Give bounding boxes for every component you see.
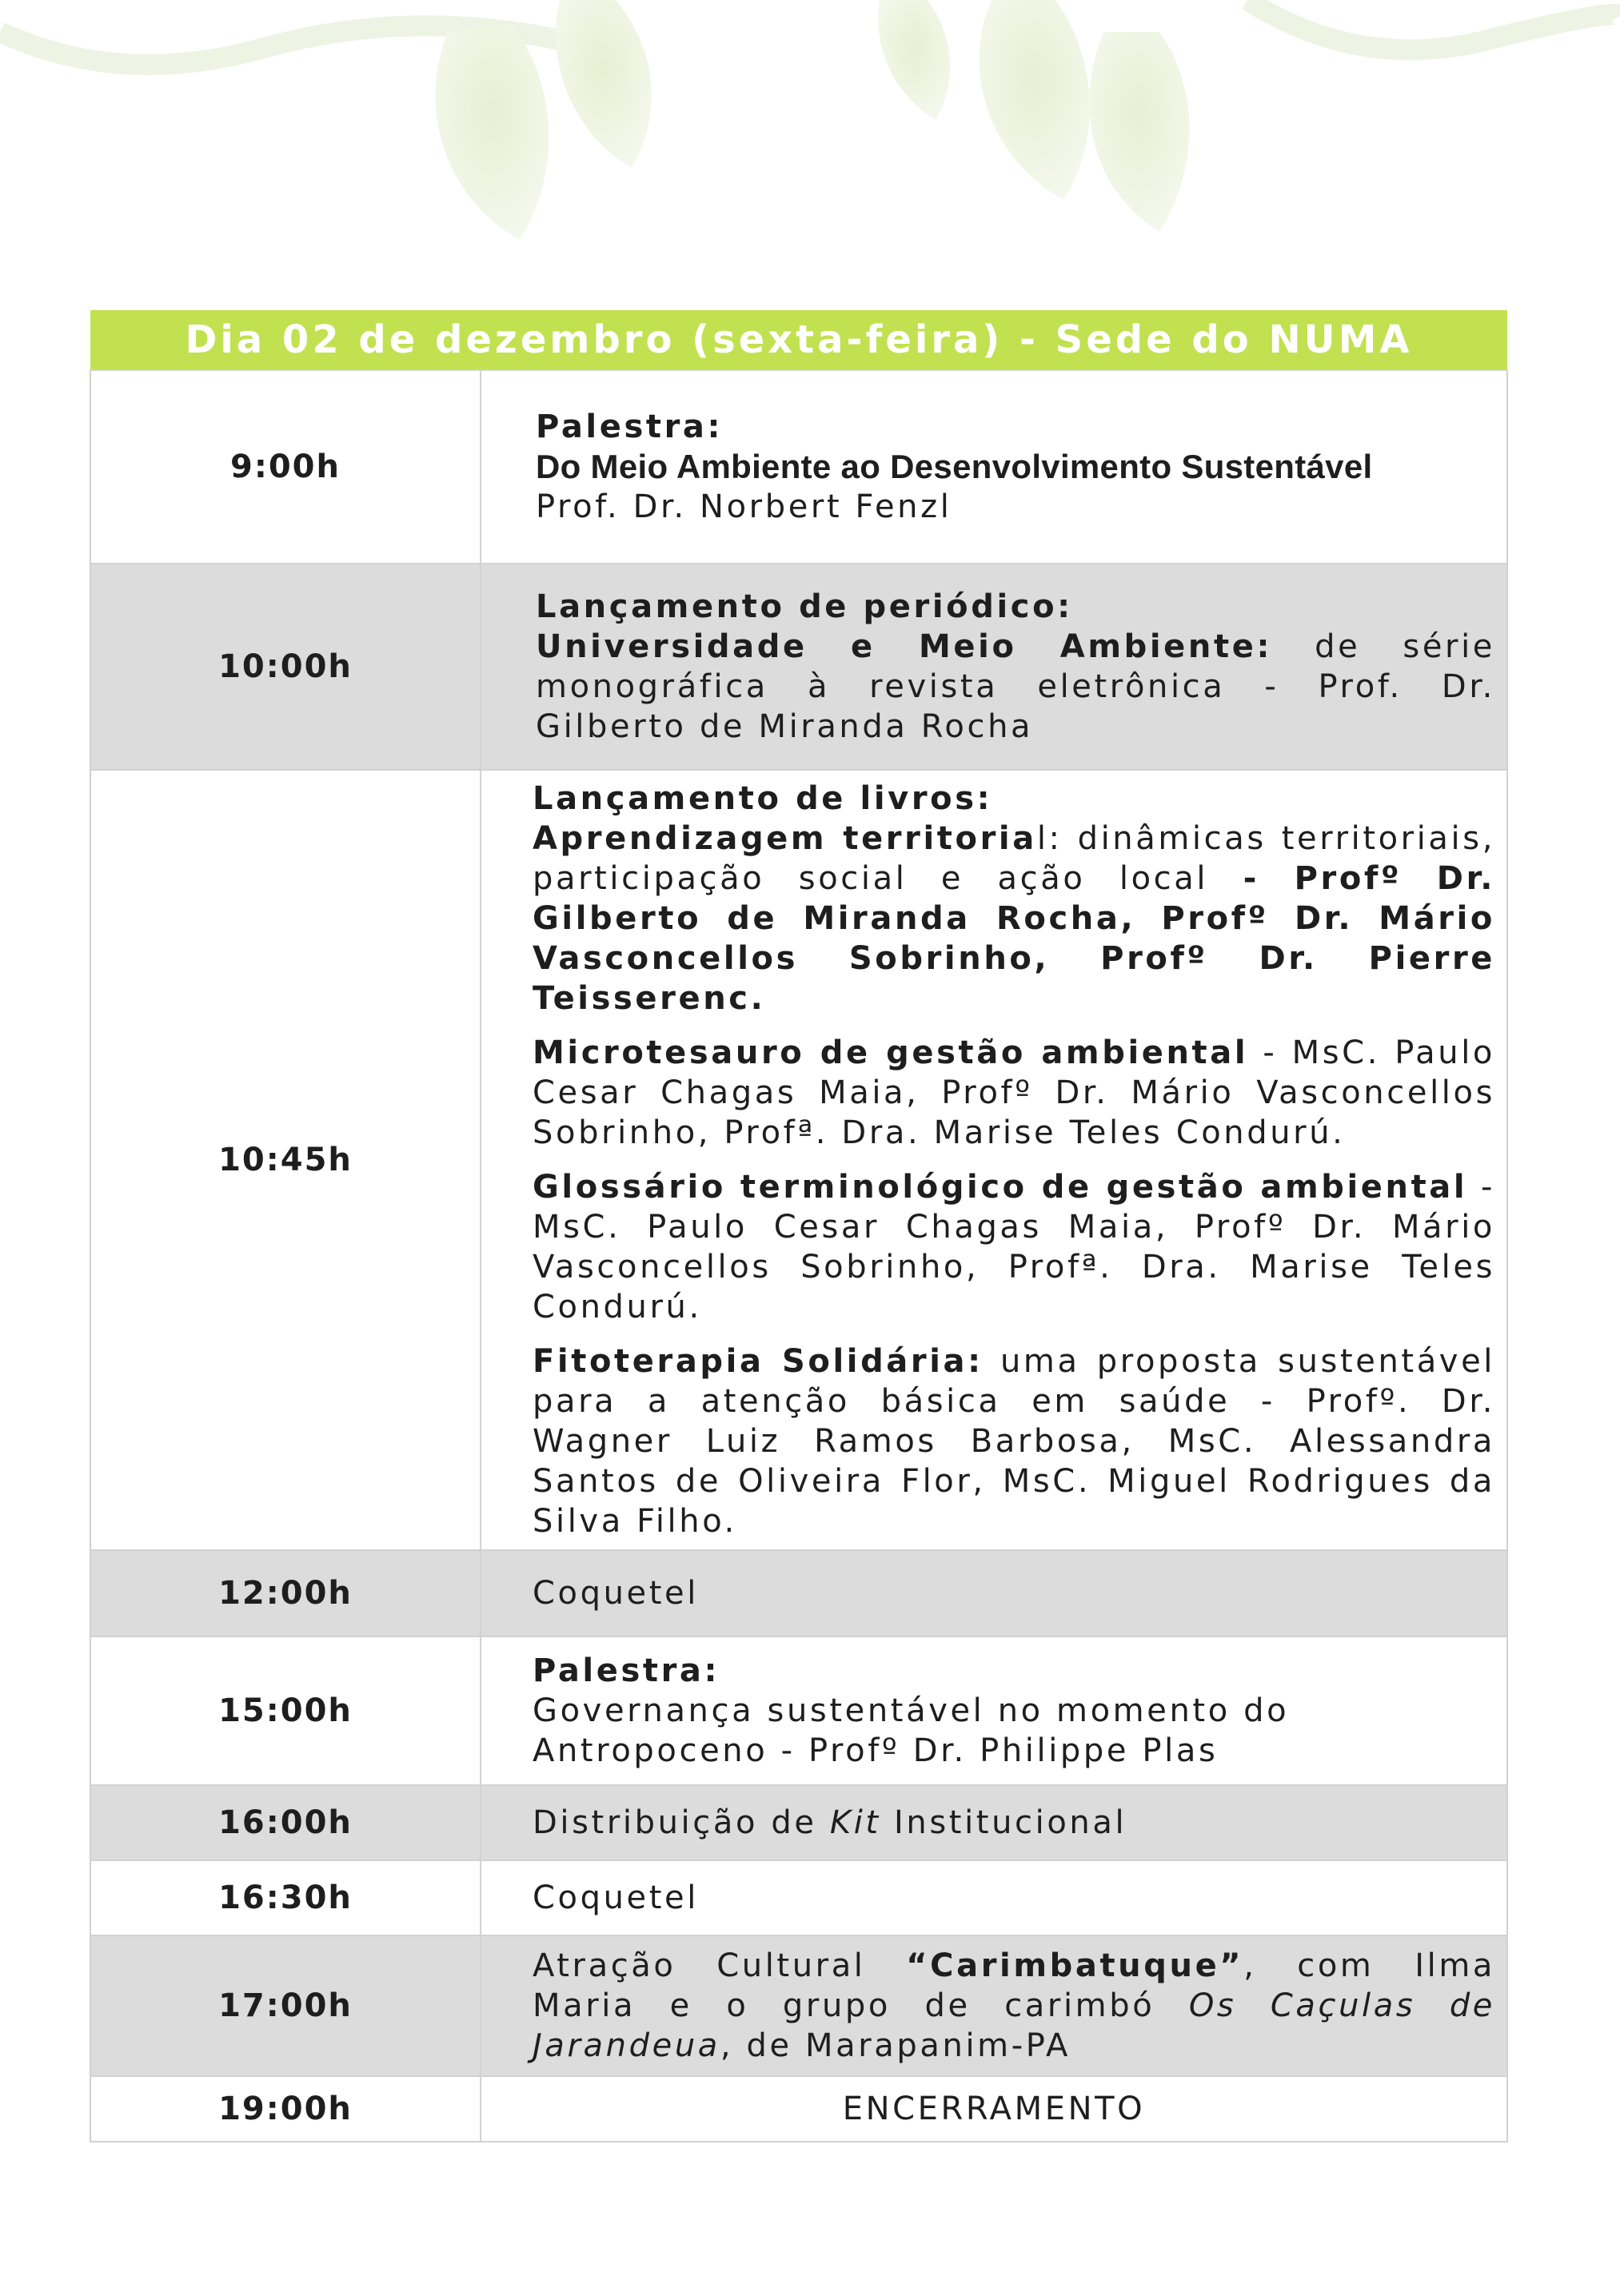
event-text-italic: Kit [829, 1804, 881, 1841]
event-cell [481, 1935, 1507, 2076]
event-description [536, 627, 1495, 747]
event-speaker: Prof. Dr. Norbert Fenzl [536, 488, 952, 525]
book-title: Fitoterapia Solidária: [533, 1343, 984, 1380]
event-text: , com Ilma Maria e o grupo de carimbó [533, 1947, 1496, 2024]
book-subtitle: : dinâmicas territoriais, participação social e ação local [533, 820, 1496, 897]
book-authors: - MsC. Paulo Cesar Chagas Maia, Profº Dr. Mário Vasconcellos Sobrinho, Profª. Dra. Marise Teles Condurú. [533, 1169, 1496, 1325]
event-cell: Coquetel [481, 1860, 1507, 1935]
event-title: Do Meio Ambiente ao Desenvolvimento Sustentável [536, 448, 1373, 485]
schedule-row [90, 770, 1507, 1550]
event-text: Institucional [880, 1804, 1127, 1841]
book-authors: - Profº Dr. Gilberto de Miranda Rocha, Profº Dr. Mário Vasconcellos Sobrinho, Profº Dr. Pierre Teisserenc. [533, 860, 1496, 1017]
event-label: Palestra: [536, 409, 724, 445]
event-cell [481, 564, 1507, 770]
time-cell: 12:00h [90, 1550, 481, 1636]
schedule-row [90, 1935, 1507, 2076]
leaf-decoration [0, 0, 1620, 256]
event-text: Atração Cultural [533, 1947, 907, 1984]
book-authors: uma proposta sustentável para a atenção básica em saúde - Profº. Dr. Wagner Luiz Ramos Barbosa, MsC. Alessandra Santos de Oliveira Flor, MsC. Miguel Rodrigues da Silva Filho. [533, 1343, 1496, 1540]
event-text-bold: “Carimbatuque” [906, 1947, 1244, 1984]
schedule-row [90, 564, 1507, 770]
event-cell [481, 770, 1507, 1550]
book-title: Microtesauro de gestão ambiental [533, 1034, 1249, 1071]
schedule-table [90, 310, 1508, 2143]
event-title: Universidade e Meio Ambiente: [536, 628, 1273, 665]
book-entry [533, 1167, 1495, 1327]
schedule-row [90, 1860, 1507, 1935]
schedule-row [90, 370, 1507, 564]
schedule-row [90, 1636, 1507, 1785]
event-detail: Governança sustentável no momento do Antropoceno - Profº Dr. Philippe Plas [533, 1692, 1290, 1769]
schedule-row [90, 1550, 1507, 1636]
time-cell: 16:30h [90, 1860, 481, 1935]
event-detail: de série monográfica à revista eletrônica - Prof. Dr. Gilberto de Miranda Rocha [536, 628, 1496, 745]
event-cell [481, 1785, 1507, 1860]
time-cell: 16:00h [90, 1785, 481, 1860]
book-title: Glossário terminológico de gestão ambiental [533, 1169, 1468, 1206]
event-cell [481, 370, 1507, 564]
event-text: , de Marapanim-PA [720, 2027, 1071, 2064]
book-entry [533, 1341, 1495, 1541]
book-entry [533, 1033, 1495, 1153]
event-text: Distribuição de [533, 1804, 830, 1841]
book-title-end: l [1036, 820, 1049, 857]
book-title: Aprendizagem territoria [533, 820, 1037, 857]
schedule-header: Dia 02 de dezembro (sexta-feira) - Sede do NUMA [90, 310, 1507, 370]
schedule-row [90, 1785, 1507, 1860]
schedule-row [90, 2076, 1507, 2142]
event-cell [481, 1636, 1507, 1785]
time-cell: 19:00h [90, 2076, 481, 2142]
event-cell: Coquetel [481, 1550, 1507, 1636]
time-cell: 17:00h [90, 1935, 481, 2076]
time-cell: 10:45h [90, 770, 481, 1550]
event-label: Lançamento de periódico: [536, 588, 1073, 625]
event-text-italic: Os Caçulas de Jarandeua [533, 1987, 1496, 2064]
event-label: Palestra: [533, 1652, 720, 1689]
event-label: Lançamento de livros: [533, 780, 993, 817]
time-cell: 9:00h [90, 370, 481, 564]
book-authors: - MsC. Paulo Cesar Chagas Maia, Profº Dr. Mário Vasconcellos Sobrinho, Profª. Dra. Marise Teles Condurú. [533, 1034, 1496, 1151]
time-cell: 10:00h [90, 564, 481, 770]
book-entry [533, 819, 1495, 1018]
event-cell: ENCERRAMENTO [481, 2076, 1507, 2142]
time-cell: 15:00h [90, 1636, 481, 1785]
